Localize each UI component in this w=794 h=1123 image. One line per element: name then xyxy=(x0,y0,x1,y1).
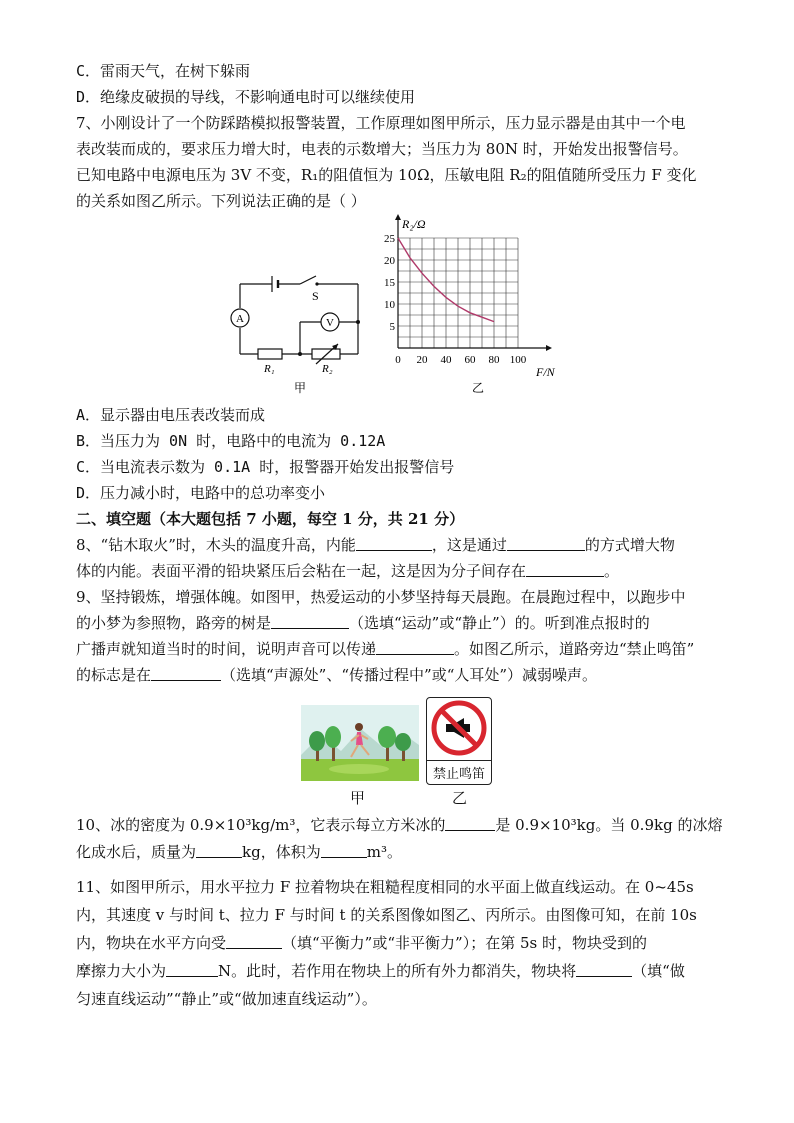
y-tick-label: 15 xyxy=(384,277,395,289)
junction-dot-left xyxy=(298,352,302,356)
figure-caption-a: 甲 xyxy=(350,789,366,807)
q9-line-1: 9、坚持锻炼，增强体魄。如图甲，热爱运动的小梦坚持每天晨跑。在晨跑过程中，以跑步中 xyxy=(76,588,686,606)
x-tick-label: 20 xyxy=(416,354,428,366)
circuit-caption: 甲 xyxy=(294,381,307,395)
y-tick-label: 25 xyxy=(384,233,395,245)
q8-line-2: 体的内能。表面平滑的铅块紧压后会粘在一起，这是因为分子间存在 。 xyxy=(76,562,620,580)
y-tick-label: 10 xyxy=(384,299,395,311)
no-horn-sign-text: 禁止鸣笛 xyxy=(427,760,491,782)
voltmeter-symbol xyxy=(321,313,339,331)
q7-line-1: 7、小刚设计了一个防踩踏模拟报警装置，工作原理如图甲所示，压力显示器是由其中一个电 xyxy=(76,114,686,132)
x-tick-label: 100 xyxy=(509,354,527,366)
q7-option-d: D．压力减小时，电路中的总功率变小 xyxy=(76,484,326,502)
x-tick-label: 0 xyxy=(395,354,401,366)
q7-option-b: B．当压力为 0N 时，电路中的电流为 0.12A xyxy=(76,432,386,450)
junction-dot-right xyxy=(356,320,360,324)
y-tick-label: 20 xyxy=(384,255,395,267)
y-tick-label: 5 xyxy=(389,321,395,333)
q7-line-3: 已知电路中电源电压为 3V 不变，R₁的阻值恒为 10Ω，压敏电阻 R₂的阻值随所受压力 F 变化 xyxy=(76,166,697,184)
q10-line-1: 10、冰的密度为 0.9×10³kg/m³，它表示每立方米冰的 是 0.9×10³kg。当 0.9kg 的冰熔 xyxy=(76,816,723,834)
x-axis-label: F/N xyxy=(536,365,555,379)
no-horn-sign xyxy=(426,697,492,785)
option-d-top: D．绝缘皮破损的导线，不影响通电时可以继续使用 xyxy=(76,88,416,106)
q9-line-2: 的小梦为参照物，路旁的树是 （选填“运动”或“静止”）的。听到准点报时的 xyxy=(76,614,650,632)
q9-line-4: 的标志是在 （选填“声源处”、“传播过程中”或“人耳处”）减弱噪声。 xyxy=(76,666,598,684)
q7-option-a: A．显示器由电压表改装而成 xyxy=(76,406,266,424)
section-2-heading: 二、填空题（本大题包括 7 小题，每空 1 分，共 21 分） xyxy=(76,510,465,528)
q9-line-3: 广播声就知道当时的时间，说明声音可以传递 。如图乙所示，道路旁边“禁止鸣笛” xyxy=(76,640,695,658)
q10-line-2: 化成水后，质量为 kg，体积为 m³。 xyxy=(76,843,402,861)
q11-line-3: 内，物块在水平方向受 （填“平衡力”或“非平衡力”）；在第 5s 时，物块受到的 xyxy=(76,934,647,952)
option-c-top: C．雷雨天气，在树下躲雨 xyxy=(76,62,251,80)
r1-label: R₁ xyxy=(264,363,275,375)
figure-caption-b: 乙 xyxy=(452,789,468,807)
q7-option-c: C．当电流表示数为 0.1A 时，报警器开始发出报警信号 xyxy=(76,458,455,476)
switch-label: S xyxy=(312,289,319,303)
q11-line-1: 11、如图甲所示，用水平拉力 F 拉着物块在粗糙程度相同的水平面上做直线运动。在 0~45s xyxy=(76,878,694,896)
x-tick-label: 40 xyxy=(440,354,452,366)
r2-label: R₂ xyxy=(322,363,333,375)
ammeter-symbol xyxy=(231,309,249,327)
ammeter-label: A xyxy=(236,313,244,325)
resistance-force-chart xyxy=(376,210,576,400)
y-axis-arrow xyxy=(395,214,401,220)
chart-caption: 乙 xyxy=(472,381,485,395)
q7-line-2: 表改装而成的，要求压力增大时，电表的示数增大；当压力为 80N 时，开始发出报警信号。 xyxy=(76,140,688,158)
no-horn-icon xyxy=(427,698,491,758)
q7-line-4: 的关系如图乙所示。下列说法正确的是（ ） xyxy=(76,192,366,210)
voltmeter-label: V xyxy=(326,317,334,329)
x-axis-arrow xyxy=(546,345,552,351)
q11-line-5: 匀速直线运动”“静止”或“做加速直线运动”）。 xyxy=(76,990,377,1008)
q11-line-2: 内，其速度 v 与时间 t、拉力 F 与时间 t 的关系图像如图乙、丙所示。由图像可知，在前 10s xyxy=(76,906,697,924)
circuit-diagram xyxy=(228,272,378,400)
y-axis-label: R₂/Ω xyxy=(402,217,426,231)
x-tick-label: 80 xyxy=(488,354,500,366)
q8-line-1: 8、“钻木取火”时，木头的温度升高，内能 ，这是通过 的方式增大物 xyxy=(76,536,675,554)
running-girl-illustration xyxy=(301,705,419,781)
x-tick-label: 60 xyxy=(464,354,476,366)
q11-line-4: 摩擦力大小为 N。此时，若作用在物块上的所有外力都消失，物块将 （填“做 xyxy=(76,962,685,980)
